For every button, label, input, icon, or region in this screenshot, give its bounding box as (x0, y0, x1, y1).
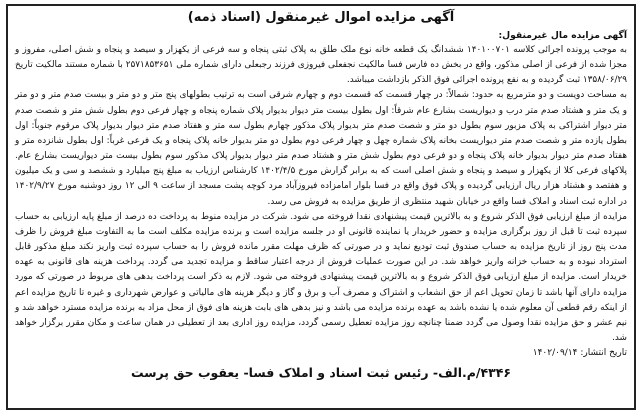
auction-notice (6, 4, 636, 410)
notice-paragraph-property: به موجب پرونده اجرائی کلاسه ۱۴۰۱۰۰۷۰۱ ششدانگ یک قطعه خانه نوع ملک طلق به پلاک ثبتی پنجاه و سه فرعی از یکهزار و سیصد و پنجاه و شش اصلی، مفروز و مجزا شده از فرعی از اصلی مذکور، واقع در بخش ده فارس فسا مالکیت نجفعلی فیروزی فرزند رجبعلی دارای شماره ملی ۲۵۷۱۸۵۳۶۵۱ با شماره مستند مالکیت تاریخ ۱۳۵۸/۰۶/۲۹ ثبت گردیده و به نفع پرونده اجرائی فوق الذکر بازداشت میباشد. (15, 45, 627, 86)
notice-subtitle: آگهی مزایده مال غیرمنقول: (498, 30, 627, 41)
notice-title: آگهی مزایده اموال غیرمنقول (اسناد ذمه) (187, 10, 455, 25)
notice-signature: ۴۳۴۶/م.الف- رئیس ثبت اسناد و املاک فسا- یعقوب حق پرست (131, 365, 511, 381)
publication-date: تاریخ انتشار: ۱۴۰۲/۰۹/۱۴ (532, 348, 627, 359)
notice-paragraph-boundaries: به مساحت دویست و دو مترمربع به حدود: شمالاً: در چهار قسمت که قسمت دوم و چهارم شرقی است به ترتیب بطولهای پنج متر و دو متر و بیست صدم متر و دو متر و یک متر و هشتاد صدم متر درب و دیواریست بشارع عام شرقاً: اول بطول بیست متر دیوار بدیوار پلاک شماره پنجاه و چهار فرعی دوم بطول شش متر و شصت صدم متر دیوار اشتراکی به پلاک مزبور سوم بطول دو متر و شصت صدم متر بدیوار پلاک مذکور چهارم بطول سه متر و هفتاد صدم متر دیوار بدیوار پلاک مرقوم جنوباً: اول بطول یازده متر و شصت صدم متر دیواریست بخانه پلاک شماره چهل و چهار فرعی دوم بطول دو متر بدیوار خانه پلاک پنجاه و یک فرعی غرباً: اول بطول شانزده متر و هفتاد صدم متر دیوار بدیوار خانه پلاک پنجاه و دو فرعی دوم بطول شش متر و هشتاد صدم متر دیوار بدیوار پلاک مذکور سوم بطول بیست متر دیواریست بشارع عام. پلاکهای فرعی کلا از یکهزار و سیصد و پنجاه و شش اصلی است که به برابر گزارش مورخ ۱۴۰۲/۴/۵ کارشناس ارزیاب به مبلغ پنج میلیارد و ششصد و سی و یک میلیون و هفتصد و هشتاد هزار ریال ارزیابی گردیده و پلاک فوق واقع در فسا بلوار امامزاده فیروزآباد مرد کوچه پشت مسجد از ساعت ۹ الی ۱۲ روز دوشنبه مورخ ۱۴۰۲/۹/۲۷ در اداره ثبت اسناد و املاک فسا واقع در خیابان شهید منتظری از طریق مزایده به فروش می رسد. (15, 90, 627, 207)
notice-paragraph-terms: مزایده از مبلغ ارزیابی فوق الذکر شروع و به بالاترین قیمت پیشنهادی نقدا فروخته می شود. شرکت در مزایده منوط به پرداخت ده درصد از مبلغ پایه ارزیابی به حساب سپرده ثبت تا قبل از روز برگزاری مزایده و حضور خریدار یا نماینده قانونی او در جلسه مزایده است و برنده مزایده مکلف است ما به التفاوت مبلغ فروش را ظرف مدت پنج روز از تاریخ مزایده به حساب صندوق ثبت تودیع نماید و در صورتی که ظرف مهلت مقرر مانده فروش را به حساب سپرده ثبت واریز نکند مبلغ مذکور قابل استرداد نبوده و به حساب خزانه واریز خواهد شد. در این صورت عملیات فروش از درجه اعتبار ساقط و مزایده تجدید می گردد. پرداخت هزینه های قانونی به عهده خریدار است. مزایده از مبلغ ارزیابی فوق الذکر شروع و به بالاترین قیمت پیشنهادی فروخته می شود. لازم به ذکر است پرداخت بدهی های مربوط در صورتی که مورد مزایده دارای آنها باشد تا زمان تحویل اعم از حق انشعاب و اشتراک و مصرف آب و برق و گاز و دیگر هزینه های مالیاتی و عوارض شهرداری و غیره تا تاریخ مزایده اعم از اینکه رقم قطعی آن معلوم شده یا نشده باشد به عهده برنده مزایده می باشد و نیز بدهی های بابت هزینه های فوق از محل مزاد به برنده مزایده مسترد خواهد شد و نیم عشر و حق مزایده نقدا وصول می گردد ضمنا چنانچه روز مزایده تعطیل رسمی گردد، مزایده روز اداری بعد از تعطیلی در همان ساعت و مکان مقرر برگزار خواهد شد. (15, 211, 627, 343)
